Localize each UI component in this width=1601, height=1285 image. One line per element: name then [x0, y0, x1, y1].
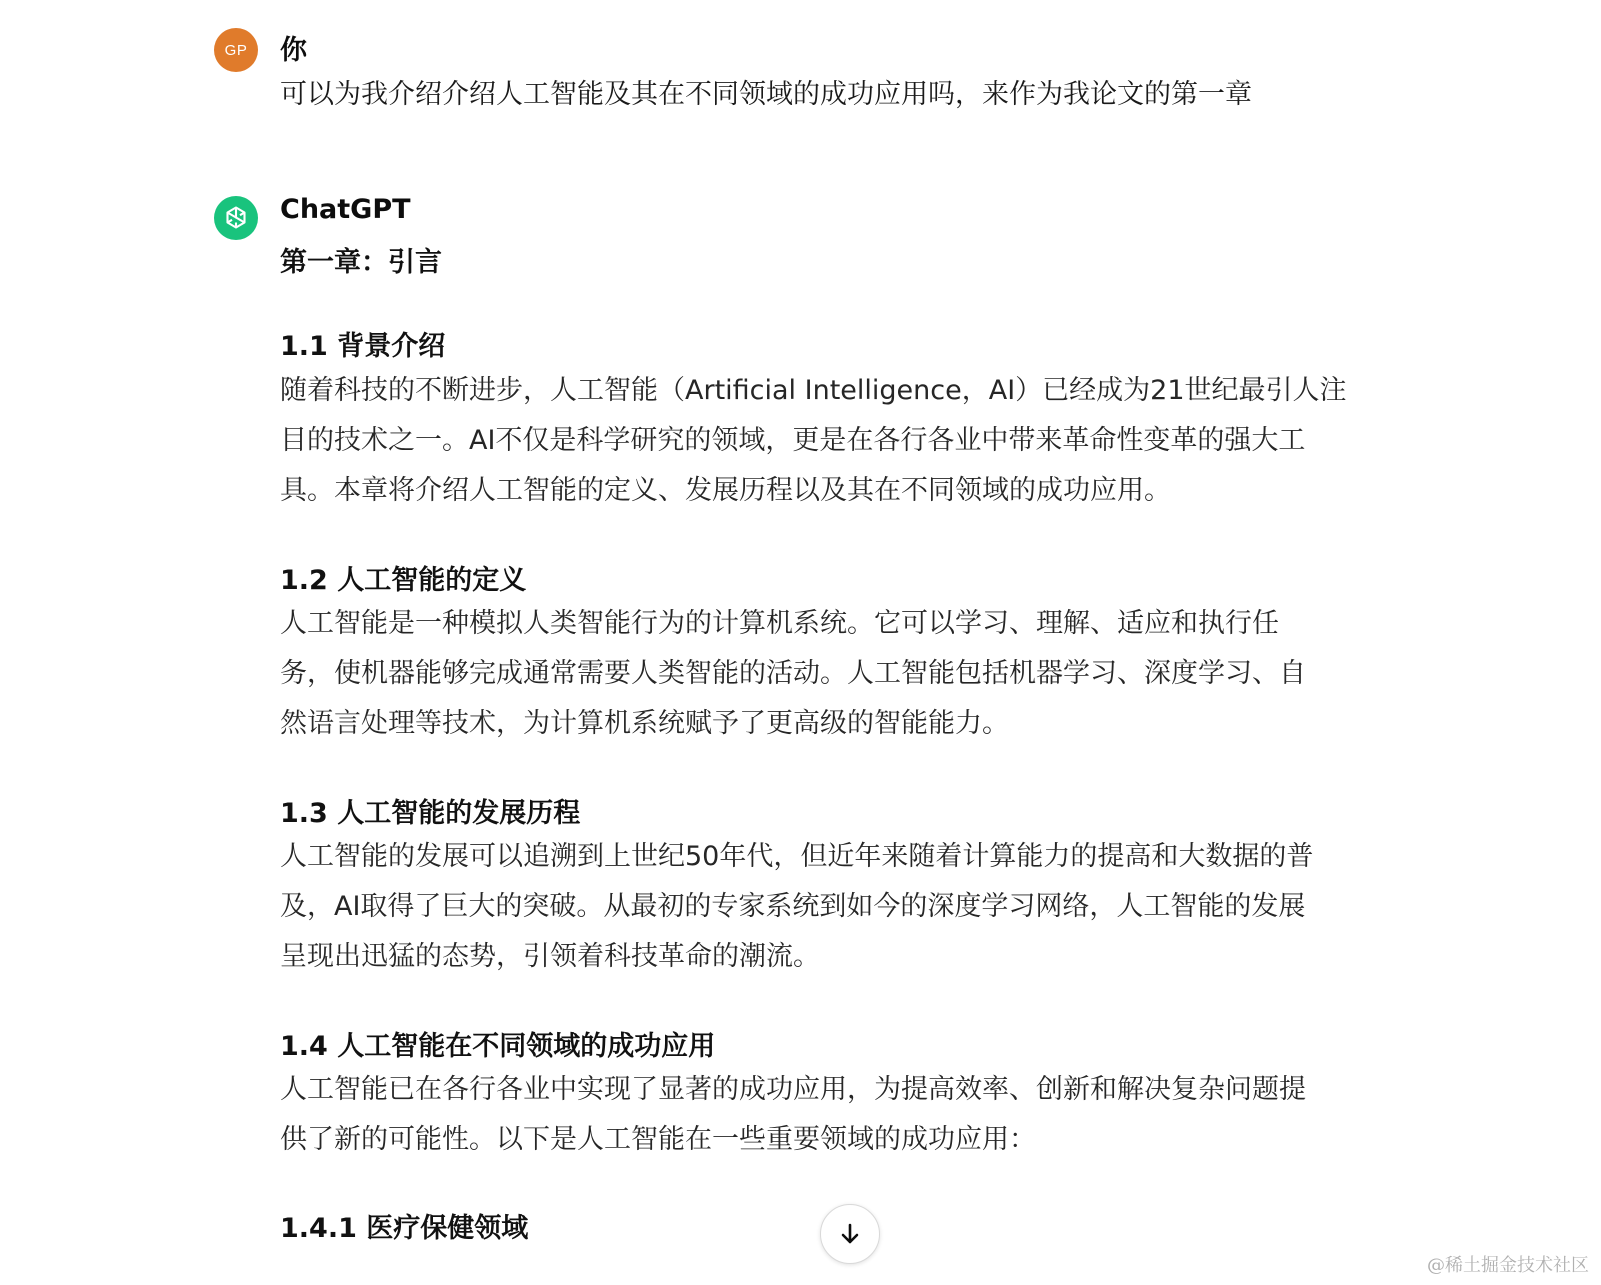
user-message-text: 可以为我介绍介绍人工智能及其在不同领域的成功应用吗，来作为我论文的第一章	[280, 79, 1252, 110]
section-heading: 1.2 人工智能的定义	[280, 565, 527, 596]
section-paragraph	[280, 1065, 1390, 1165]
section-heading: 1.1 背景介绍	[280, 331, 446, 362]
assistant-author-name: ChatGPT	[280, 194, 411, 225]
scroll-to-bottom-button[interactable]	[820, 1204, 880, 1264]
paragraph-line: 呈现出迅猛的态势，引领着科技革命的潮流。	[280, 941, 820, 972]
arrow-down-icon	[837, 1221, 863, 1247]
paragraph-line: 具。本章将介绍人工智能的定义、发展历程以及其在不同领域的成功应用。	[280, 475, 1171, 506]
section-paragraph	[280, 599, 1390, 749]
section-paragraph	[280, 832, 1390, 982]
paragraph-line: 务，使机器能够完成通常需要人类智能的活动。人工智能包括机器学习、深度学习、自	[280, 658, 1306, 689]
user-avatar-initials: GP	[224, 41, 248, 59]
user-avatar	[214, 28, 258, 72]
paragraph-line: 随着科技的不断进步，人工智能（Artificial Intelligence，AI）已经成为21世纪最引人注	[280, 375, 1347, 406]
section-heading: 1.3 人工智能的发展历程	[280, 798, 581, 829]
user-author-name: 你	[280, 35, 307, 66]
watermark: @稀土掘金技术社区	[1427, 1255, 1589, 1276]
paragraph-line: 及，AI取得了巨大的突破。从最初的专家系统到如今的深度学习网络，人工智能的发展	[280, 891, 1306, 922]
section-paragraph	[280, 366, 1390, 516]
section-heading: 1.4 人工智能在不同领域的成功应用	[280, 1031, 716, 1062]
openai-logo-icon	[221, 203, 251, 233]
paragraph-line: 人工智能已在各行各业中实现了显著的成功应用，为提高效率、创新和解决复杂问题提	[280, 1074, 1306, 1105]
paragraph-line: 供了新的可能性。以下是人工智能在一些重要领域的成功应用：	[280, 1124, 1036, 1155]
paragraph-line: 人工智能的发展可以追溯到上世纪50年代，但近年来随着计算能力的提高和大数据的普	[280, 841, 1314, 872]
section-heading: 1.4.1 医疗保健领域	[280, 1213, 529, 1244]
paragraph-line: 目的技术之一。AI不仅是科学研究的领域，更是在各行各业中带来革命性变革的强大工	[280, 425, 1306, 456]
paragraph-line: 然语言处理等技术，为计算机系统赋予了更高级的智能能力。	[280, 708, 1009, 739]
paragraph-line: 人工智能是一种模拟人类智能行为的计算机系统。它可以学习、理解、适应和执行任	[280, 608, 1279, 639]
assistant-avatar	[214, 196, 258, 240]
chapter-title: 第一章：引言	[280, 247, 442, 278]
